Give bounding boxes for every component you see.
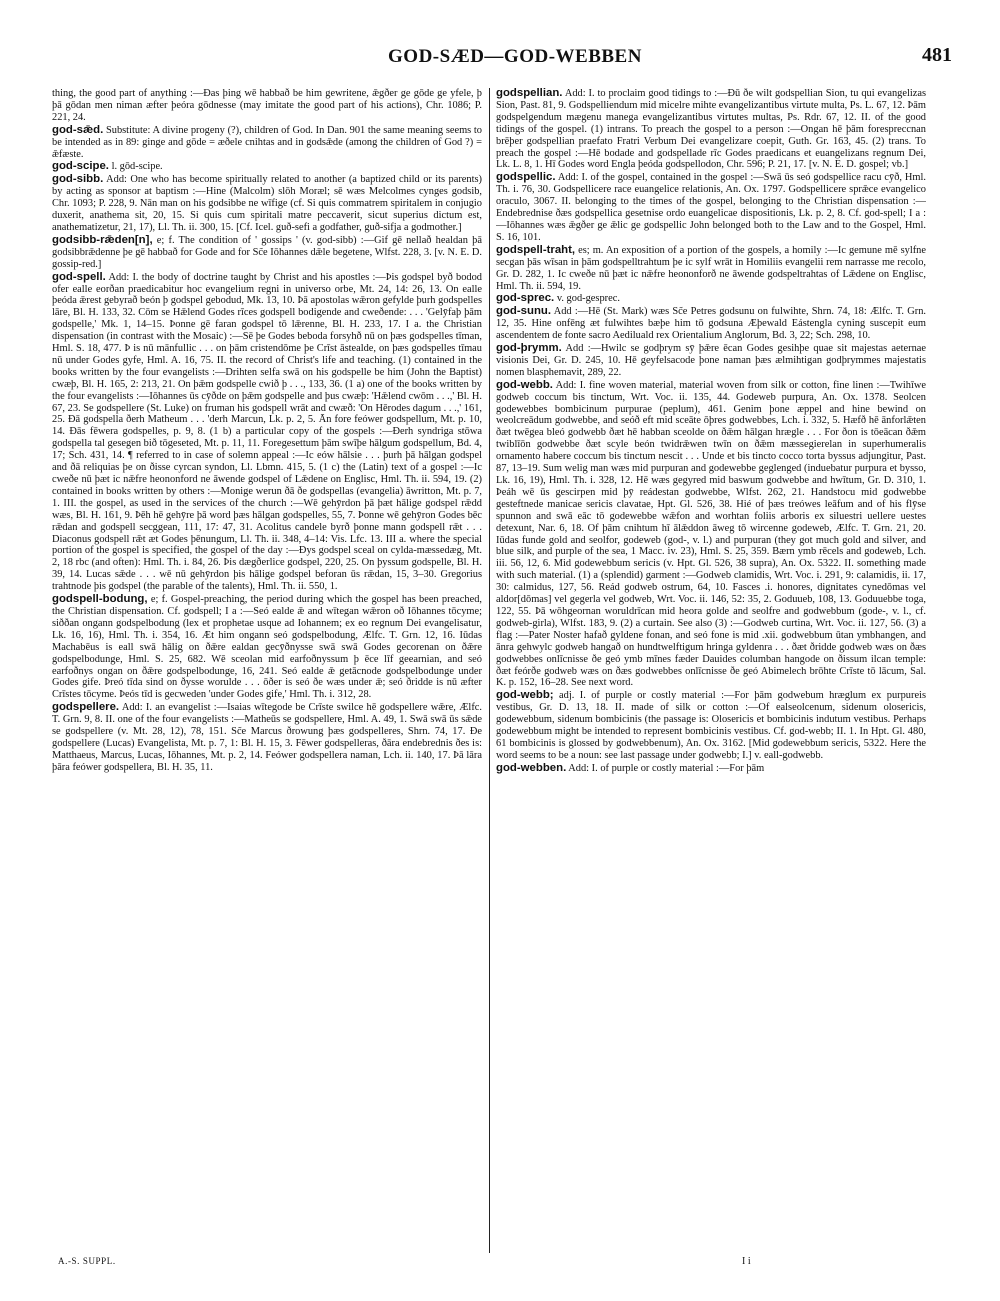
entry-text: l. gōd-scipe. (111, 161, 163, 173)
signature-mark: A.-S. SUPPL. (58, 1256, 116, 1266)
entry-text: Add :—Hwilc se godþrym sȳ þǣre ēcan Godes gesihþe quae sit majestas aeternae visionis Dei, Gr. D. 245, 10. Hē geyfelsacode þone naman þæs ælmihtigan godþrymmes majestatis nomen blasphemavit, 289, 22. (496, 343, 926, 378)
entry-text: Add: I. of the gospel, contained in the gospel :—Swā ūs seó godspellice racu cȳð, Hml. Th. i. 76, 30. Godspellicere race euangelice relationis, An. Ox. 1797. Godspellicere sprǣce evangelico oraculo, 3067. II. belonging to the times of the gospel, belonging to the Christian dispensation :—Endebrednise ðæs godspellica gesetnise ordo euangelicae dispositionis, Lk. p. 2, 8. Cf. god-spell; I a :—Iōhannes wæs ǣgðer ge ǣlic ge godspellic John belonged both to the Law and to the Gospel, Hml. S. 16, 101. (496, 172, 926, 243)
dictionary-columns (52, 88, 952, 1253)
page-number: 481 (922, 44, 952, 66)
entry-headword: god-sprec. (496, 292, 555, 305)
entry-headword: godspellere. (52, 701, 120, 714)
dictionary-entry (52, 88, 482, 124)
sheet-mark: I i (742, 1256, 751, 1267)
entry-headword: godsibb-rǣden[n], (52, 233, 153, 246)
dictionary-entry (496, 293, 926, 305)
entry-text: e; f. Gospel-preaching, the period during which the gospel has been preached, the Christian dispensation. Cf. godspell; I a :—Seó ealde ǣ and wītegan wǣron oð Iōhannes tōcyme; siððan ongann godspelbodung (lex et prophetae usque ad Iohannem; ex eo regnum Dei evangelisatur, Lk. 16, 16), Hml. Th. i. 354, 16. Æt him ongann seó godspelbodung, Ælfc. T. Grn. 12, 16. Iūdas Machabēus is eall swā hālig on ðǣre ealdan gecȳðnysse swā swā Godes gecorenan on ðǣre godspelbodunge, Hml. S. 25, 682. Wē sceolan mid earfoðnyssum þ ēce līf geearnian, and seó earfoðnys ongan on ðǣre godspelbodunge, 16, 241. Seó ealde ǣ getācnode godspelbodunge under Godes gife. Þreó tīda sind on ðysse woruldе . . . ōðer is seó ðe wæs under ǣ; seó ðridde is nū æfter Crīstes tōcyme. Þeós tīd is gecweden 'under Godes gife,' Hml. Th. i. 312, 28. (52, 594, 482, 701)
dictionary-entry (52, 174, 482, 234)
dictionary-entry (496, 245, 926, 293)
dictionary-entry (52, 161, 482, 173)
dictionary-entry (496, 88, 926, 171)
entry-text: v. god-gesprec. (556, 293, 620, 305)
dictionary-entry (52, 702, 482, 773)
entry-text: Add :—Hē (St. Mark) wæs Sc̃e Petres godsunu on fulwihte, Shrn. 74, 18: Ælfc. T. Grn. 12, 35. Hine onfēng æt fulwihtes bæþe him tō godsuna Æþewald Eástengla cyning suscepit eum ascendentem de fonte sacro Aediluald rex Orientalium Anglorum, Bd. 3, 22; Sch. 298, 10. (496, 306, 926, 342)
running-title: GOD-SÆD—GOD-WEBBEN (388, 46, 642, 67)
entry-headword: godspellian. (496, 88, 563, 99)
entry-text: Add: I. of purple or costly material :—For þām (568, 762, 765, 774)
dictionary-entry (52, 272, 482, 593)
entry-text: es; m. An exposition of a portion of the gospels, a homily :—Ic gemune mē sylfne secgan þās wīsan in þām godspelltrahtum þe ic sylf wrāt in Homiliis evangelii rem narrasse me recolo, Gr. D. 282, 1. Ic cweðe nū þæt ic nǣfre heononforð ne āwende godspeltrahtas of Lǣdene on Englisc, Hml. Th. ii. 594, 19. (496, 244, 926, 292)
entry-headword: god-webben. (496, 761, 567, 774)
entry-text: adj. I. of purple or costly material :—For þām godwebum hræglum ex purpureis vestibus, Gr. D. 13, 18. II. made of silk or cotton :—Of ealseolcenum, sidenum olosericis, godewebbum, sidenum bombicinis (the passage is: Olosericis et bombicinis indutum vestibus. Perhaps godewebbum might be intended to represent bombicinis vestibus. Cf. god-webb; II. 1. In Hpt. Gl. 480, 61 bombicinis is glossed by godwebbenum), An. Ox. 3162. [Mid godewebbum sericis, 5322. Here the word seems to be a noun: see last passage under godwebb; I.] v. eall-godwebb. (496, 690, 926, 761)
entry-headword: god-webb. (496, 378, 553, 391)
entry-text: Add: I. to proclaim good tidings to :—Ðū ðe wilt godspellian Sion, tu qui evangelizas Sion, Past. 81, 9. Godspelliendum mid micelre mihte evangelizantibus virtute multa, Ps. L. 67, 12. Þām godspelgendum mægenu manega evangelizantibus virtutes multas, Ps. Rdr. 67, 12. II. of the good tidings of the gospel. (1) intrans. To preach the gospel to a person :—Ongan hē þām forespreccnan brēþer godspellian praefato Fratri Verbum Dei evangelizare coepit, Guth. Gr. 163, 45. (2) trans. To preach the gospel :—Hē bodade and godspellade rīc Godes praedicans et euangelizans regnum Dei, Lk. L. 8, 1. Hī Godes word Engla þeóda godspellodon, Chr. 596; P. 21, 17. [v. N. E. D. gospel; vb.] (496, 88, 926, 171)
entry-text: Add: I. fine woven material, material woven from silk or cotton, fine linen :—Twihīwe godweb coccum bis tinctum, Wrt. Voc. ii. 135, 44. Godeweb purpura, An. Ox. 1378. Seolcen godewebbes bombicinum purpurae (peplum), 461. Genim þone æppel and hine bewind on weolcreādum godwebbe, and seóð eft mid sceāte ōþres godwebbes, Lch. i. 332, 5. Hæfð hē ānforlǣten ðæt twēgea bleó godwebb ðæt hē habban sceolde on ðǣm hālgan hrægle . . . For ðon is tōeācan ðǣm twiblīōn godwebbe ðæt scyle beón twidrǣwen twīn on ðǣm mæssegierelan in superhumeralis ornamento habere coccum bis tinctum nescit . . . Unde et bis tincto cocco torta byssus adjungitur, Past. 87, 13–19. Sum welig man wæs mid purpuran and godewebbe geglenged (induebatur purpura et bysso, Lk. 16, 19), Hml. Th. i. 328, 12. Hē wæs gegyred mid baswum godwebbe and hwītum, Gr. D. 310, 1. Þeáh wē ūs gescirpen mid þȳ reádestan godwebbe, Wlfst. 262, 21. Handstocu mid godwebbe gesteftnede manicae sericis clavatae, Hpt. Gl. 526, 38. Hié of þæs treówes leāfum and of his flȳse spunnon and swā eāc tō godewebbe wǣfon and worhtan foliis arboris ex siluestri uellere uestes detexunt, Nar. 6, 18. Of þām cnihtum hī ālǣddon āweg tō wircenne godeweb, Ælfc. T. Grn. 21, 20. Iūdas funde gold and seolfor, godeweb (god-, v. l.) and purpuran (they got much gold and silver, and blue silk, and purple of the sea, 1 Macc. iv. 23), Hml. S. 25, 359. Bærn ymb rēcels and godeweb, Lch. iii. 56, 12, 6. Mid godewebbum sericis (v. Hpt. Gl. 526, 38 supra), An. Ox. 5322. II. something made with such material. (1) a (splendid) garment :—Godweb clamidis, Wrt. Voc. i. 291, 9: calamidis, ii. 17, 30: calmidus, 127, 56. Reád godweb ostrum, 64, 10. Fasces .i. honores, dignitates cynedōmas vel aldor[dōmas] vel gegerla vel godweb, Wrt. Voc. ii. 146, 52: 35, 2. Goduueb, 108, 13. Goduuebbe toga, 122, 55. Þā wōhgeornan woruldrīcan mid heora golde and seolfre and godwebbum (gode-, v. l., cf. godweb-girla), Wlfst. 183, 9. (2) a curtain. See also (3) :—Godweb curtina, Wrt. Voc. ii. 127, 56. (3) a flag :—Pater Noster hafað gyldene fonan, and seó fone is mid .xii. godwebbum ūtan ymbhangen, and ānra gehwylc godweb hangað on hundtwelftigum hringa gyldenra . . . ðæt ðridde godweb wæs on ðæs godwebbes onlīcnisse ðe geó ymb mīnes fæder Dauides columban hangode on ðissum ilcan temple: ðæt feórðe godweb wæs on ðæs godwebbes onlīcnisse ðe geó Abimelech brōhte Crīste tō lācum, Sal. K. p. 152, 16–28. See next word. (496, 379, 926, 689)
dictionary-entry (52, 594, 482, 701)
dictionary-entry (52, 125, 482, 161)
entry-headword: god-sǣd. (52, 123, 104, 136)
left-column (52, 88, 482, 1253)
entry-headword: godspell-bodung, (52, 593, 148, 606)
entry-headword: godspell-traht, (496, 243, 576, 256)
entry-headword: god-sibb. (52, 173, 104, 186)
dictionary-entry (496, 343, 926, 379)
entry-headword: god-sunu. (496, 305, 552, 318)
right-column (496, 88, 926, 1253)
dictionary-entry (496, 763, 926, 775)
dictionary-entry (496, 172, 926, 243)
entry-text: Substitute: A divine progeny (?), children of God. In Dan. 901 the same meaning seems to be intended as in 89: ginge and gōde = æðele cnihtas and in godsǣde (among the children of God ?) = ǣfæste. (52, 124, 482, 160)
entry-text: Add: I. an evangelist :—Isaias wītegode be Crīste swilce hē godspellere wǣre, Ælfc. T. Grn. 9, 8. II. one of the four evangelists :—Matheūs se godspellere, Hml. A. 49, 1. Swā swā ūs sǣde se godspellere (v. Mt. 28, 12), 78, 151. Sc̃e Marcus ðrowung þæs godspelleres, Shrn. 74, 17. Ðe godspellere (Lucas) Evangelista, Mt. p. 7, 1: Bl. H. 15, 3. Fēwer godspelleras, ðāra endebrednis ðes is: Matthaeus, Marcus, Lucas, Iōhannes, Mt. p. 2, 14. Feówer godspellera naman, Lch. ii. 140, 17. Þā lāra þāra feówer godspellera, Bl. H. 35, 11. (52, 702, 482, 773)
entry-headword: god-þrymm. (496, 342, 562, 355)
entry-headword: god-webb; (496, 689, 554, 702)
entry-text: thing, the good part of anything :—Ðas þing wē habbað be him gewritene, ǣgðer ge gōde ge yfele, þ þā gōdan men niman æfter þeóra gōdnesse (may imitate the good part of his actions), Chr. 1086; P. 221, 24. (52, 88, 482, 123)
dictionary-entry (496, 690, 926, 761)
entry-headword: god-scipe. (52, 160, 109, 173)
column-divider (489, 88, 490, 1253)
page-header (70, 40, 960, 76)
dictionary-entry (496, 306, 926, 342)
entry-text: Add: One who has become spiritually related to another (a baptized child or its parents) by acting as sponsor at baptism :—Hine (Malcolm) slōh Moræl; sē wæs Melcolmes cynges godsib, Chr. 1093; P. 228, 9. Nān man on his godsibbe ne wīfige (cf. Si quis commatrem spiritalem in conjugio duxerit, anathema sit, 20, 15. Si quis cum spiritali matre peccaverit, sicut superius dictum est, anathematizetur, 21, 17), Ll. Th. ii. 300, 15. [Cf. Icel. guð-sefi a godfather, guð-sifja a godmother.] (52, 174, 482, 233)
dictionary-entry (52, 235, 482, 271)
entry-headword: god-spell. (52, 270, 106, 283)
entry-headword: godspellic. (496, 171, 556, 184)
entry-text: Add: I. the body of doctrine taught by Christ and his apostles :—Þis godspel byð bodod ofer ealle eorðan praedicabitur hoc evangelium regni in universo orbe, Mt. 24, 14: 26, 13. On ealle þeóda ǣrest gebyrað beón þ godspel gebodud, Mk. 13, 10. Þā apostolas wǣron gefylde þurh godspelles lāre, Bl. H. 133, 32. Cōm se Hǣlend Godes rīces godspell bodigende and cweðende: . . . 'Gelȳfaþ þām godspelle,' Mk. 1, 14–15. Þonne gē faran godspel tō lǣrenne, Bl. H. 233, 17. I a. the Christian dispensation (in contrast with the Mosaic) :—Sē þe Godes beboda forsyhð nū on þæs godspelles tīman, Hml. S. 18, 477. Þ is nū mānfullic . . . on þām cristendōme þe Crīst āstealde, on þæs godspelles tīmau nū under Godes gyfe, Hml. A. 16, 75. II. the record of Christ's life and teaching. (1) contained in the books written by the four evangelists :—Drihten selfa swā on his godspelle be him (John the Baptist) cwæþ, Bl. H. 165, 2: 213, 21. On þǣm godspelle cwið þ . . ., 133, 36. (1 a) one of the books written by the four evangelists :—Iōhannes ūs cȳðde on þǣm godspelle and þus cwæþ: 'Hǣlend cwōm . . .,' Bl. H. 67, 23. Se godspellere (St. Luke) on fruman his godspell wrāt and cwæð: 'On Hērodes dagum . . .,' 161, 25. Ðā godspella ðerh Matheum . . . 'derh Marcun, Lk. p. 2, 5. Ān fore feówer godspellum, Mt. p. 10, 14. Ðās fēwera godspelles, p. 9, 8. (1 b) a particular copy of the gospels :—Ðerh syndriga stōwa godspella tal gesegen bið tōgeseted, Mt. p. 11, 11. Foregesettum þām swīþe hālgum godspellum, Bd. 4, 17; Sch. 431, 14. ¶ referred to in case of solemn appeal :—Ic eów hālsie . . . þurh þā hālgan godspel and ðā reliquias þe on ðisse cyrcan syndon, Ll. Lbmn. 415, 5. (1 c) the (Latin) text of a gospel :—Ic cweðe nū þæt ic nǣfre heononford ne āwende godspel of Lǣdene on Englisc, Hml. Th. ii. 594, 19. (2) contained in books written by others :—Monige werun ðā ðe godspellas (evangelia) āwritton, Mt. p. 7, 1. III. the gospel, as used in the services of the church :—Wē gehȳrdon þā þæt hālige godspel rǣdd wæs, Bl. H. 161, 9. Þēh hē gehȳre þā word þæs hālgan godspelles, 55, 7. Þonne wē gehȳron Godes bēc rǣdan and godspell secggean, 111, 17: 47, 31. Acolitus candele byrð þonne mann godspell rǣt . . . Diaconus godspell rǣt æt Godes þēnungum, Ll. Th. ii. 348, 4–14: Vis. Lfc. 13. III a. where the special portion of the gospel is specified, the gospel of the day :—Ðys godspel sceal on cylda-mæssedæg, Mt. 2, 18 rbc (and often): Hml. Th. i. 84, 26. Þis dægðerlice godspel, 220, 25. On þyssum godspelle, Bl. H. 39, 14. Lucas sǣde . . . wē nū gehȳrdon þis hālige godspel beforan ūs rǣdan, 15, 3–30. Gregorius trahtnode þis godspel (the parable of the talents), Hml. Th. ii. 550, 1. (52, 271, 482, 593)
dictionary-entry (496, 380, 926, 690)
entry-text: e; f. The condition of ' gossips ' (v. god-sibb) :—Gif gē nellað healdan þā godsibbrǣdenne þe gē habbað for Gode and for Sc̃e Iōhannes dǣle begetene, Wlfst. 228, 3. [v. N. E. D. gossip-red.] (52, 234, 482, 270)
